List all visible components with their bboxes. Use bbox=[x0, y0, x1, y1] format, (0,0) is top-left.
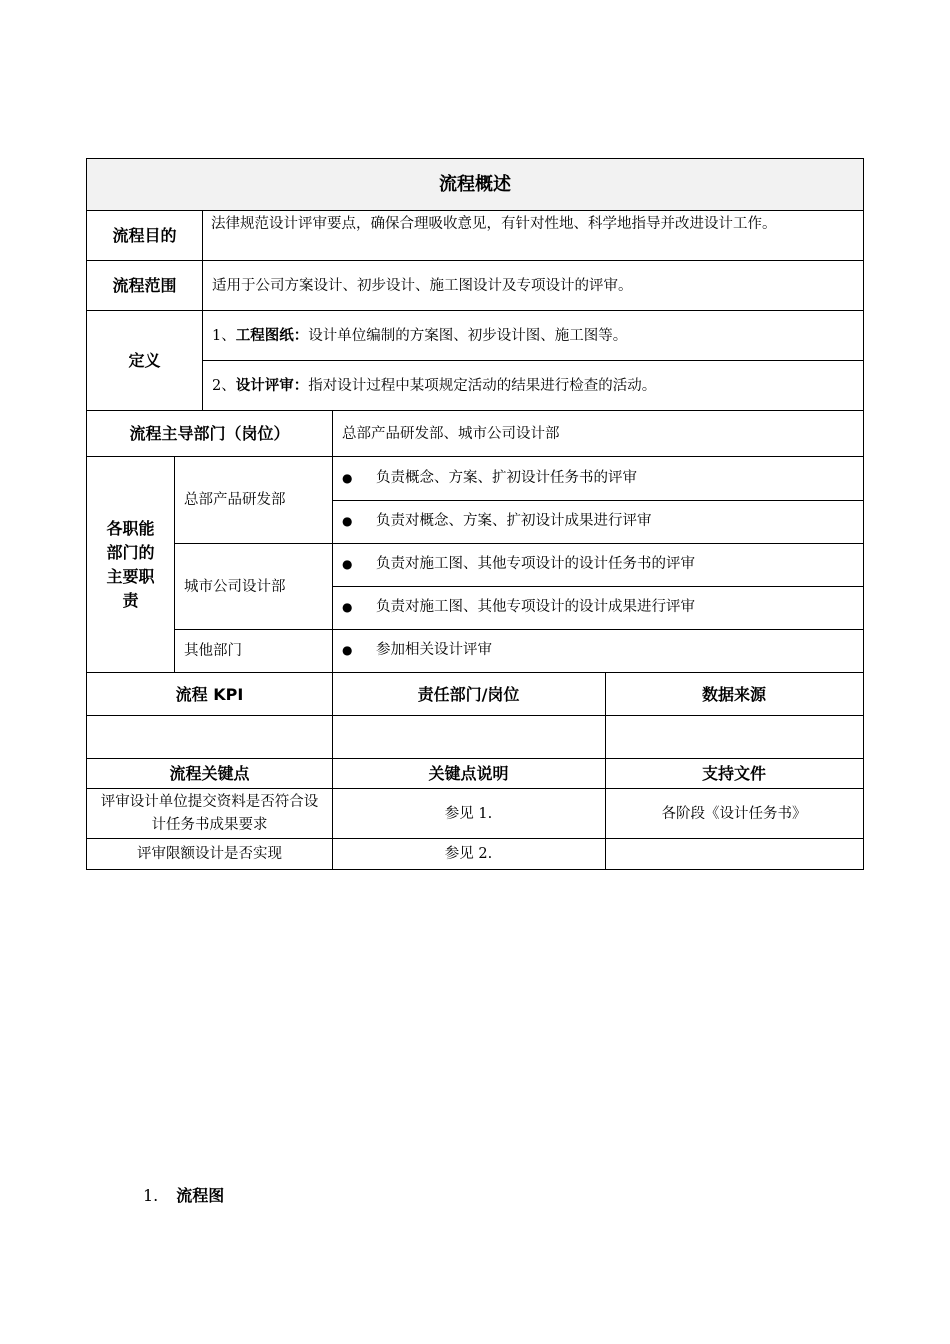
duty-text: 负责对施工图、其他专项设计的设计成果进行评审 bbox=[376, 599, 695, 615]
duty-text: 负责对概念、方案、扩初设计成果进行评审 bbox=[376, 513, 652, 529]
section-heading bbox=[143, 1183, 224, 1206]
section-number: 1. bbox=[143, 1186, 159, 1205]
keypoint-cell: 评审设计单位提交资料是否符合设计任务书成果要求 bbox=[100, 794, 319, 833]
keypoint-header: 支持文件 bbox=[701, 764, 766, 783]
definition-desc: 设计单位编制的方案图、初步设计图、施工图等。 bbox=[308, 328, 628, 344]
duty-text: 负责对施工图、其他专项设计的设计任务书的评审 bbox=[376, 556, 695, 572]
duty-item bbox=[332, 544, 863, 586]
duty-text: 参加相关设计评审 bbox=[376, 642, 492, 658]
scope-label: 流程范围 bbox=[112, 276, 177, 295]
definition-term: 工程图纸： bbox=[235, 328, 309, 344]
lead-dept-label: 流程主导部门（岗位） bbox=[129, 424, 290, 443]
purpose-label: 流程目的 bbox=[112, 226, 177, 245]
keypoint-cell: 各阶段《设计任务书》 bbox=[661, 806, 807, 822]
keypoint-cell bbox=[605, 839, 863, 869]
keypoint-cell: 评审限额设计是否实现 bbox=[137, 846, 282, 862]
definition-term: 设计评审： bbox=[235, 378, 309, 394]
kpi-header: 流程 KPI bbox=[175, 684, 244, 704]
kpi-cell bbox=[87, 716, 332, 759]
duty-item bbox=[332, 500, 863, 543]
lead-dept-text: 总部产品研发部、城市公司设计部 bbox=[342, 426, 560, 442]
duty-item bbox=[332, 587, 863, 629]
kpi-cell bbox=[605, 716, 863, 759]
definition-num: 1、 bbox=[212, 328, 236, 344]
duty-item bbox=[332, 457, 863, 500]
definitions-label: 定义 bbox=[128, 351, 161, 370]
duty-dept: 其他部门 bbox=[184, 643, 242, 659]
definition-item bbox=[202, 361, 863, 411]
keypoint-header: 流程关键点 bbox=[169, 764, 250, 783]
purpose-text: 法律规范设计评审要点，确保合理吸收意见，有针对性地、科学地指导并改进设计工作。 bbox=[211, 216, 777, 232]
keypoint-cell: 参见 1. bbox=[444, 806, 493, 822]
kpi-cell bbox=[332, 716, 605, 759]
duties-label: 各职能部门的主要职责 bbox=[106, 518, 155, 610]
bullet-icon: ● bbox=[342, 600, 353, 614]
bullet-icon: ● bbox=[342, 643, 353, 657]
bullet-icon: ● bbox=[342, 557, 353, 571]
kpi-header: 数据来源 bbox=[701, 684, 766, 704]
duty-dept: 城市公司设计部 bbox=[184, 578, 286, 595]
definition-num: 2、 bbox=[212, 378, 236, 394]
duty-dept: 总部产品研发部 bbox=[184, 492, 286, 508]
definition-item bbox=[202, 311, 863, 361]
duty-item bbox=[332, 630, 863, 672]
section-title: 流程图 bbox=[176, 1186, 225, 1205]
scope-text: 适用于公司方案设计、初步设计、施工图设计及专项设计的评审。 bbox=[212, 278, 633, 294]
keypoint-cell: 参见 2. bbox=[444, 846, 493, 862]
bullet-icon: ● bbox=[342, 471, 353, 485]
kpi-header: 责任部门/岗位 bbox=[417, 684, 520, 704]
table-title: 流程概述 bbox=[87, 159, 863, 211]
keypoint-header: 关键点说明 bbox=[428, 764, 509, 783]
duty-text: 负责概念、方案、扩初设计任务书的评审 bbox=[376, 470, 637, 486]
definition-desc: 指对设计过程中某项规定活动的结果进行检查的活动。 bbox=[308, 378, 657, 394]
process-overview-table bbox=[86, 158, 864, 870]
bullet-icon: ● bbox=[342, 514, 353, 528]
